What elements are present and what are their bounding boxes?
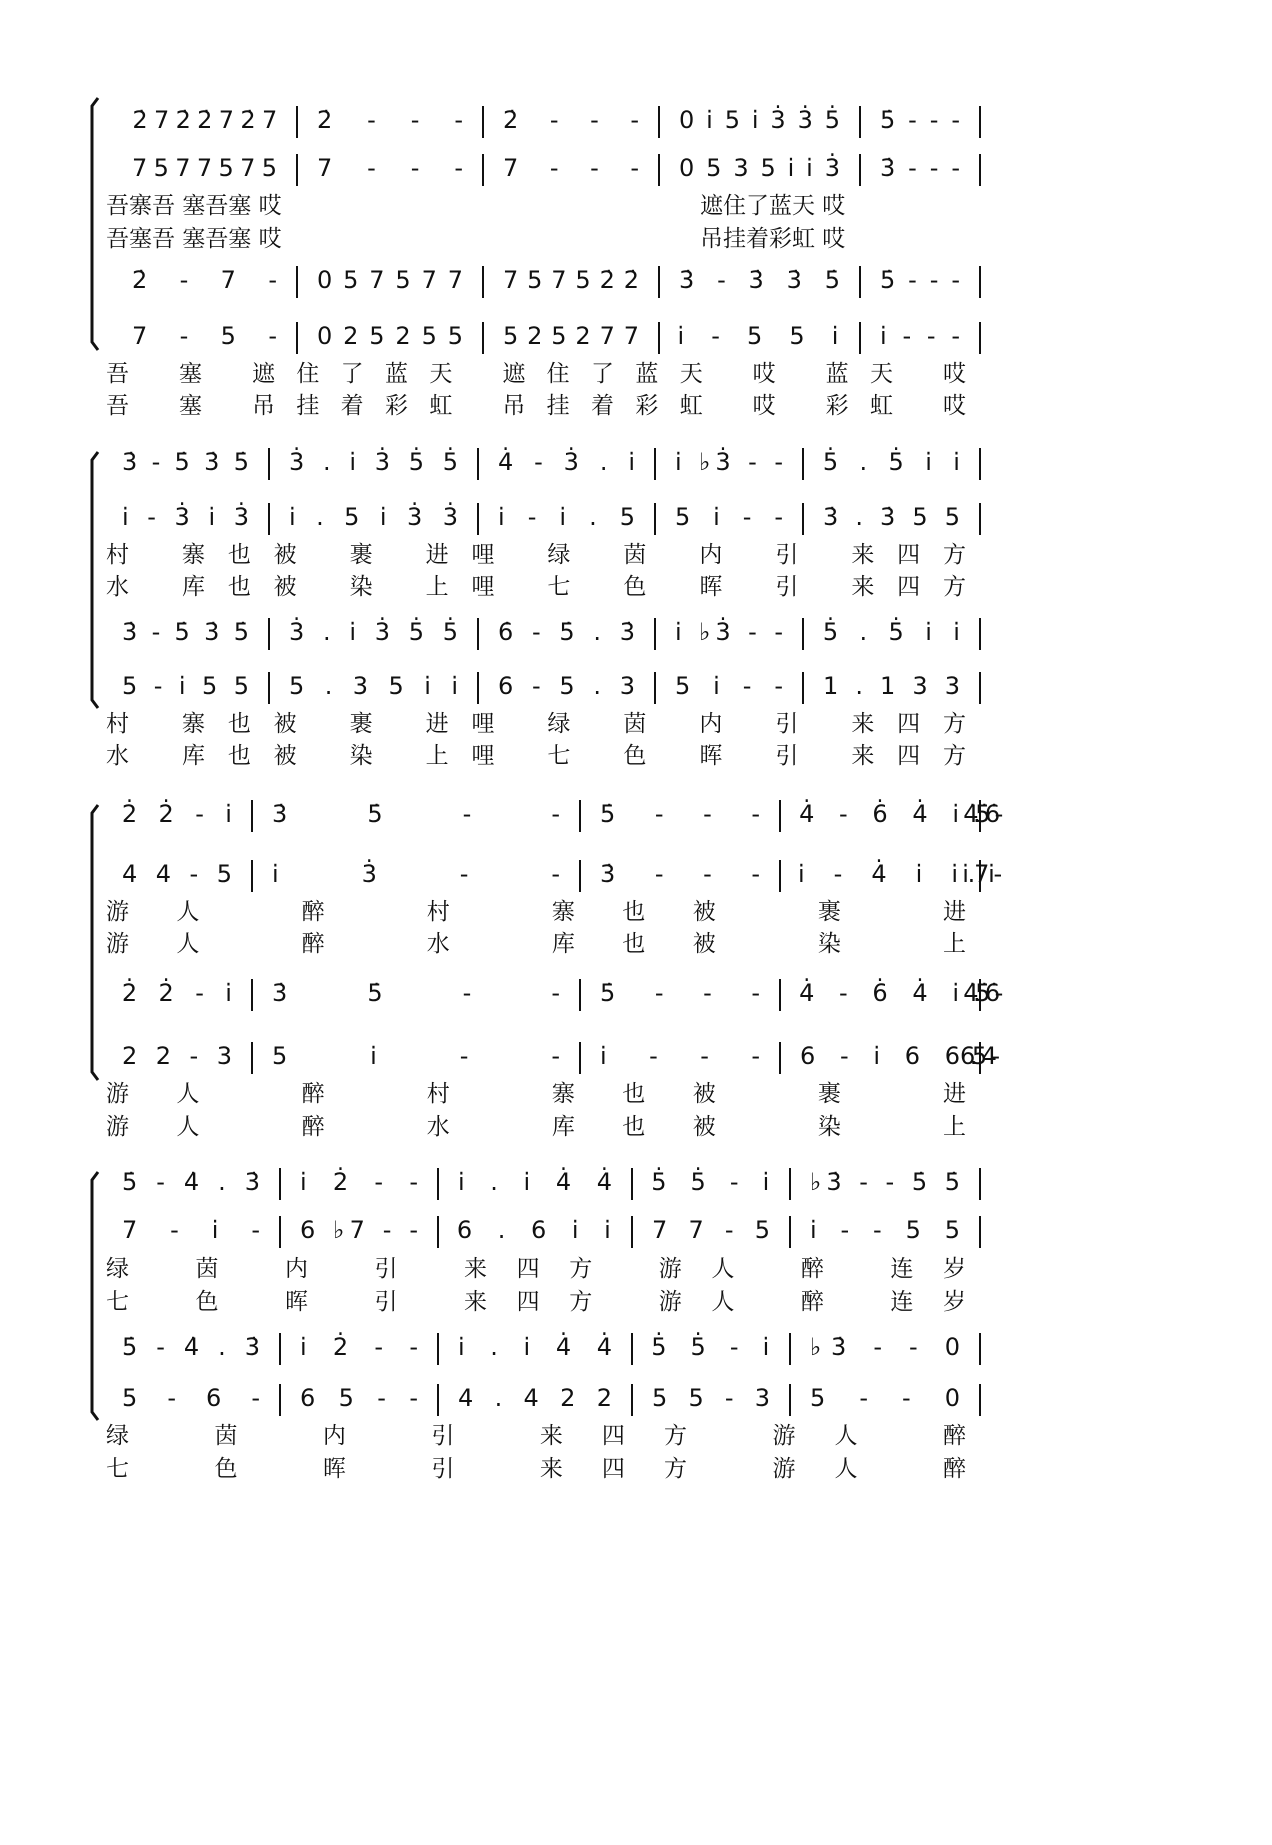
- lyric-line: 吾 塞 吊挂着彩虹 吊挂着彩虹 哎 彩虹 哎: [106, 393, 966, 419]
- measure-notes: 5̇ . 5̇ i̇ i̇: [822, 618, 960, 646]
- measure-notes: 7 - i̇ -: [122, 1216, 260, 1244]
- measure-notes: 6 . 5 4 -: [960, 1042, 1000, 1070]
- lyric-line: 遮住了蓝天 哎: [700, 193, 846, 219]
- measure-notes: i̇ - 3̇ i̇ 3̇: [122, 503, 249, 531]
- measure-notes: 6 ♭7 - -: [300, 1216, 418, 1244]
- measure-notes: i̇ . 7 i̇ -: [962, 860, 1003, 888]
- measure-notes: 4̇ . 5̇ 6̇ -: [963, 979, 1004, 1007]
- measure-notes: i̇ - 5 5 i̇: [677, 322, 839, 350]
- measure-notes: 6 - i̇ 6 6: [800, 1042, 960, 1070]
- measure-notes: i̇ . i̇ 4̇ 4̇: [458, 1333, 612, 1361]
- lyric-line: 游人 醉 水 库也被 染 上: [106, 931, 966, 957]
- lyric-line: 吾寨吾 塞吾塞 哎: [106, 193, 282, 219]
- measure-notes: 6 - 5 . 3: [498, 672, 635, 700]
- measure-notes: ♭3̇ - - 5̇ 5̇: [810, 1168, 960, 1196]
- lyric-line: 吾 塞 遮住了蓝天 遮住了蓝天 哎 蓝天 哎: [106, 361, 966, 387]
- lyric-line: 游人 醉 村 寨也被 裹 进: [106, 1081, 966, 1107]
- measure-notes: 6 5 - -: [300, 1384, 418, 1412]
- measure-notes: 3̇ - 5̇ 3̇ 5̇: [122, 448, 249, 476]
- measure-notes: 3̇ - - -: [880, 154, 960, 182]
- measure-notes: 2̇ - - -: [503, 106, 639, 134]
- measure-notes: 5̇ 5̇ - i̇: [651, 1333, 770, 1361]
- measure-notes: i̇ - - -: [880, 322, 960, 350]
- measure-notes: 4̇ - 6̇ 4̇ i̇: [799, 979, 960, 1007]
- measure-notes: 6 . 6 i̇ i̇: [456, 1216, 611, 1244]
- lyric-line: 吊挂着彩虹 哎: [700, 226, 846, 252]
- system-bracket: [92, 98, 98, 350]
- measure-notes: 5 2 5 2 7 7: [503, 322, 639, 350]
- system-bracket: [92, 452, 98, 708]
- lyric-line: 吾塞吾 塞吾塞 哎: [106, 226, 282, 252]
- lyric-line: 游人 醉 水 库也被 染 上: [106, 1114, 966, 1140]
- measure-notes: 2̇ 2̇ - i̇: [121, 800, 232, 828]
- measure-notes: 4 4 - 5: [122, 860, 232, 888]
- measure-notes: 4̇ . 5̇ 6̇ -: [963, 800, 1004, 828]
- lyric-line: 水 库也被 染 上哩 七 色 晖 引 来四方: [106, 574, 967, 600]
- measure-notes: 7 - - -: [503, 154, 639, 182]
- measure-notes: i̇ . i̇ 4̇ 4̇: [458, 1168, 612, 1196]
- measure-notes: 5̇ - - -: [880, 106, 960, 134]
- system-bracket: [92, 805, 98, 1080]
- measure-notes: 0 5 7 5 7 7: [317, 266, 463, 294]
- measure-notes: 0 5 3 5 i̇ i̇ 3̇: [679, 154, 840, 182]
- measure-notes: 5 i̇ - -: [675, 503, 783, 531]
- measure-notes: i̇ - - 5 5: [810, 1216, 960, 1244]
- measure-notes: 3̇ 5̇ - -: [272, 800, 560, 828]
- measure-notes: 5̇ - - -: [600, 800, 760, 828]
- measure-notes: 4̇ - 6̇ 4̇ i̇: [799, 800, 960, 828]
- measure-notes: 5 - 6 -: [122, 1384, 260, 1412]
- measure-notes: 5̇ - - -: [600, 979, 760, 1007]
- measure-notes: ♭3̇ - - 0: [810, 1333, 960, 1361]
- lyric-line: 村 寨也被 裹 进哩 绿 茵 内 引 来四方: [106, 711, 967, 737]
- measure-notes: 3̇ . i̇ 3̇ 5̇ 5̇: [289, 618, 458, 646]
- measure-notes: 5̇ . 5̇ i̇ i̇: [822, 448, 960, 476]
- measure-notes: i̇ 2̇ - -: [300, 1333, 418, 1361]
- measure-notes: i̇ . 5 i̇ 3̇ 3̇: [289, 503, 458, 531]
- measure-notes: 3̇ - 3̇ 3̇ 5̇: [679, 266, 840, 294]
- lyric-line: 七 色 晖 引 来四方 游人 醉 连岁: [106, 1289, 967, 1315]
- lyric-line: 游人 醉 村 寨也被 裹 进: [106, 899, 966, 925]
- measure-notes: 5̇ - - -: [880, 266, 960, 294]
- measure-notes: 5 - i̇ 5 5: [122, 672, 249, 700]
- measure-notes: 1 . 1 3 3: [823, 672, 960, 700]
- measure-notes: 4 . 4 2 2: [458, 1384, 612, 1412]
- measure-notes: 5 i̇ - -: [675, 672, 783, 700]
- measure-notes: 7 - - -: [317, 154, 463, 182]
- measure-notes: 0 2 5 2 5 5: [317, 322, 463, 350]
- measure-notes: 5̇ 5̇ - i̇: [651, 1168, 770, 1196]
- lyric-line: 水 库也被 染 上哩 七 色 晖 引 来四方: [106, 743, 967, 769]
- measure-notes: 7 5 7 7 5 7 5: [132, 154, 277, 182]
- measure-notes: 5 . 3 5 i̇ i̇: [289, 672, 458, 700]
- measure-notes: 6̇ - 5̇ . 3̇: [498, 618, 635, 646]
- measure-notes: 4̇ - 3̇ . i̇: [498, 448, 635, 476]
- measure-notes: 7 7 - 5: [652, 1216, 770, 1244]
- measure-notes: i̇ 2̇ - -: [300, 1168, 418, 1196]
- measure-notes: 0 i̇ 5 i̇ 3̇ 3̇ 5̇: [679, 106, 840, 134]
- measure-notes: i̇ - i̇ . 5: [498, 503, 635, 531]
- measure-notes: 2̇ 2̇ - i̇: [121, 979, 232, 1007]
- lyric-line: 绿 茵 内 引 来四方 游人 醉 连岁: [106, 1256, 967, 1282]
- measure-notes: 3̇ 5̇ - -: [272, 979, 560, 1007]
- measure-notes: 3̇ . i̇ 3̇ 5̇ 5̇: [289, 448, 458, 476]
- measure-notes: i̇ ♭3̇ - -: [675, 448, 783, 476]
- measure-notes: i̇ ♭3̇ - -: [675, 618, 783, 646]
- measure-notes: 7 5 7 5 2̇ 2̇: [503, 266, 639, 294]
- measure-notes: 3̇ - - -: [600, 860, 760, 888]
- measure-notes: 3̇ . 3̇ 5 5: [823, 503, 960, 531]
- measure-notes: 5 5 - 3: [652, 1384, 770, 1412]
- measure-notes: 5 - - 0: [810, 1384, 960, 1412]
- measure-notes: i̇ - 4̇ i̇ i̇: [797, 860, 958, 888]
- measure-notes: 5̇ - 4̇ . 3̇: [122, 1168, 260, 1196]
- measure-notes: 5 i̇ - -: [272, 1042, 560, 1070]
- measure-notes: 7 - 5 -: [132, 322, 277, 350]
- measure-notes: 2̇ - - -: [317, 106, 463, 134]
- measure-notes: 2̇ 7 2̇ 2̇ 7 2̇ 7: [132, 106, 278, 134]
- measure-notes: 2̇ - 7 -: [132, 266, 277, 294]
- lyric-line: 绿 茵 内 引 来四方 游人 醉: [106, 1423, 967, 1449]
- lyric-line: 村 寨也被 裹 进哩 绿 茵 内 引 来四方: [106, 542, 967, 568]
- measure-notes: 3̇ - 5̇ 3̇ 5̇: [122, 618, 249, 646]
- measure-notes: i̇ 3̇ - -: [272, 860, 560, 888]
- lyric-line: 七 色 晖 引 来四方 游人 醉: [106, 1456, 967, 1482]
- measure-notes: i̇ - - -: [600, 1042, 760, 1070]
- measure-notes: 5̇ - 4̇ . 3̇: [122, 1333, 260, 1361]
- measure-notes: 2 2 - 3: [122, 1042, 232, 1070]
- system-bracket: [92, 1172, 98, 1420]
